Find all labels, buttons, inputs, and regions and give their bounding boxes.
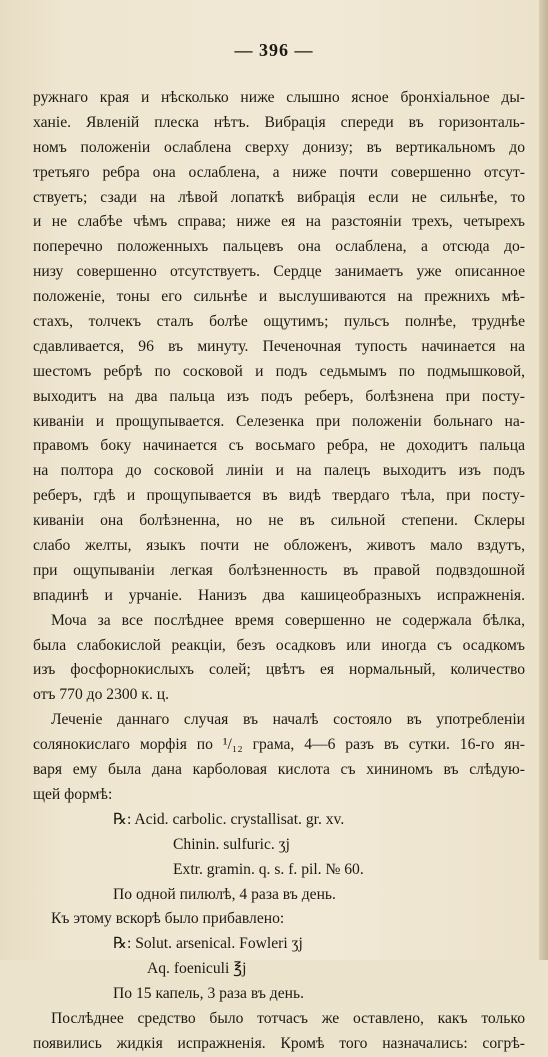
text-line: шестомъ ребрѣ по сосковой и подъ седьмымъ по подмышковой, bbox=[33, 362, 525, 380]
text-line: ханіе. Явленій плеска нѣтъ. Вибрація спереди въ горизонталь- bbox=[33, 113, 525, 131]
text-line: ружнаго края и нѣсколько ниже слышно ясное бронхіальное ды- bbox=[33, 89, 525, 106]
text-line: варя ему была дана карболовая кислота съ хининомъ въ слѣдую- bbox=[33, 761, 525, 779]
paragraph-start-line: Послѣднее средство было тотчасъ же оставлено, какъ только bbox=[51, 1009, 525, 1027]
text-line: ствуетъ; сзади на лѣвой лопаткѣ вибрація если не сильнѣе, то bbox=[33, 188, 525, 206]
text-line: третьяго ребра она ослаблена, а ниже почти совершенно отсут- bbox=[33, 163, 525, 181]
text-line: выходитъ на два пальца изъ подъ реберъ, болѣзнена при посту- bbox=[33, 387, 525, 405]
text-line: киваніи она болѣзненна, но не въ сильной степени. Склеры bbox=[33, 512, 525, 530]
prescription-dosage-line: По одной пилюлѣ, 4 раза въ день. bbox=[113, 885, 336, 903]
text-line: положеніе, тоны его сильнѣе и выслушиваются на прежнихъ мѣ- bbox=[33, 288, 525, 306]
text-line: на полтора до сосковой линіи и на палецъ выходитъ изъ подъ bbox=[33, 462, 525, 480]
page-edge bbox=[539, 0, 548, 960]
prescription-line: ℞: Acid. carbolic. crystallisat. gr. xv. bbox=[113, 810, 345, 828]
text-line: впадинѣ и урчаніе. Нанизъ два кашицеобразныхъ испражненія. bbox=[33, 586, 525, 604]
text-line: появились жидкія испражненія. Кромѣ того назначались: согрѣ- bbox=[33, 1034, 525, 1052]
paragraph-start-line: Моча за все послѣднее время совершенно не содержала бѣлка, bbox=[51, 611, 525, 629]
prescription-line: Chinin. sulfuric. ʒj bbox=[173, 835, 290, 853]
text-line: при ощупываніи легкая болѣзненность въ правой подвздошной bbox=[33, 561, 525, 579]
text-line: была слабокислой реакціи, безъ осадковъ или иногда съ осадкомъ bbox=[33, 636, 525, 654]
paragraph-end-line: отъ 770 до 2300 к. ц. bbox=[33, 686, 169, 704]
text-line: и не слабѣе чѣмъ справа; ниже ея на разстояніи трехъ, четырехъ bbox=[33, 213, 525, 231]
text-line: поперечно положенныхъ пальцевъ она ослаблена, а отсюда до- bbox=[33, 238, 525, 256]
text-line: солянокислаго морфія по ¹/₁₂ грама, 4—6 разъ въ сутки. 16-го ян- bbox=[33, 736, 525, 754]
prescription-line: Extr. gramin. q. s. f. pil. № 60. bbox=[173, 860, 364, 878]
text-line: правомъ боку начинается съ восьмаго ребра, не доходитъ пальца bbox=[33, 437, 525, 455]
page-number: — 396 — bbox=[234, 40, 314, 60]
paragraph-end-line: щей формѣ: bbox=[33, 785, 113, 803]
text-line: сдавливается, 96 въ минуту. Печеночная тупость начинается на bbox=[33, 337, 525, 355]
text-line: слабо желты, языкъ почти не обложенъ, животъ мало вздутъ, bbox=[33, 537, 525, 555]
text-line: Къ этому вскорѣ было прибавлено: bbox=[51, 910, 285, 928]
text-line: изъ фосфорнокислыхъ солей; цвѣтъ ея нормальный, количество bbox=[33, 661, 525, 679]
text-line: реберъ, гдѣ и прощупывается въ видѣ твердаго тѣла, при посту- bbox=[33, 487, 525, 505]
prescription-dosage-line: По 15 капель, 3 раза въ день. bbox=[113, 985, 305, 1003]
paragraph-start-line: Леченіе даннаго случая въ началѣ состояло въ употребленіи bbox=[51, 711, 525, 729]
text-line: киваніи и прощупывается. Селезенка при положеніи больнаго на- bbox=[33, 412, 525, 430]
text-line: низу совершенно отсутствуетъ. Сердце занимаетъ уже описанное bbox=[33, 263, 525, 281]
text-line: стахъ, толчекъ сталъ болѣе ощутимъ; пульсъ полнѣе, труднѣе bbox=[33, 313, 525, 331]
body-text bbox=[33, 86, 525, 1057]
prescription-line: Aq. foeniculi ℥j bbox=[147, 960, 247, 978]
text-line: номъ положеніи ослаблена сверху донизу; въ вертикальномъ до bbox=[33, 138, 525, 156]
prescription-line: ℞: Solut. arsenical. Fowleri ʒj bbox=[113, 935, 303, 953]
